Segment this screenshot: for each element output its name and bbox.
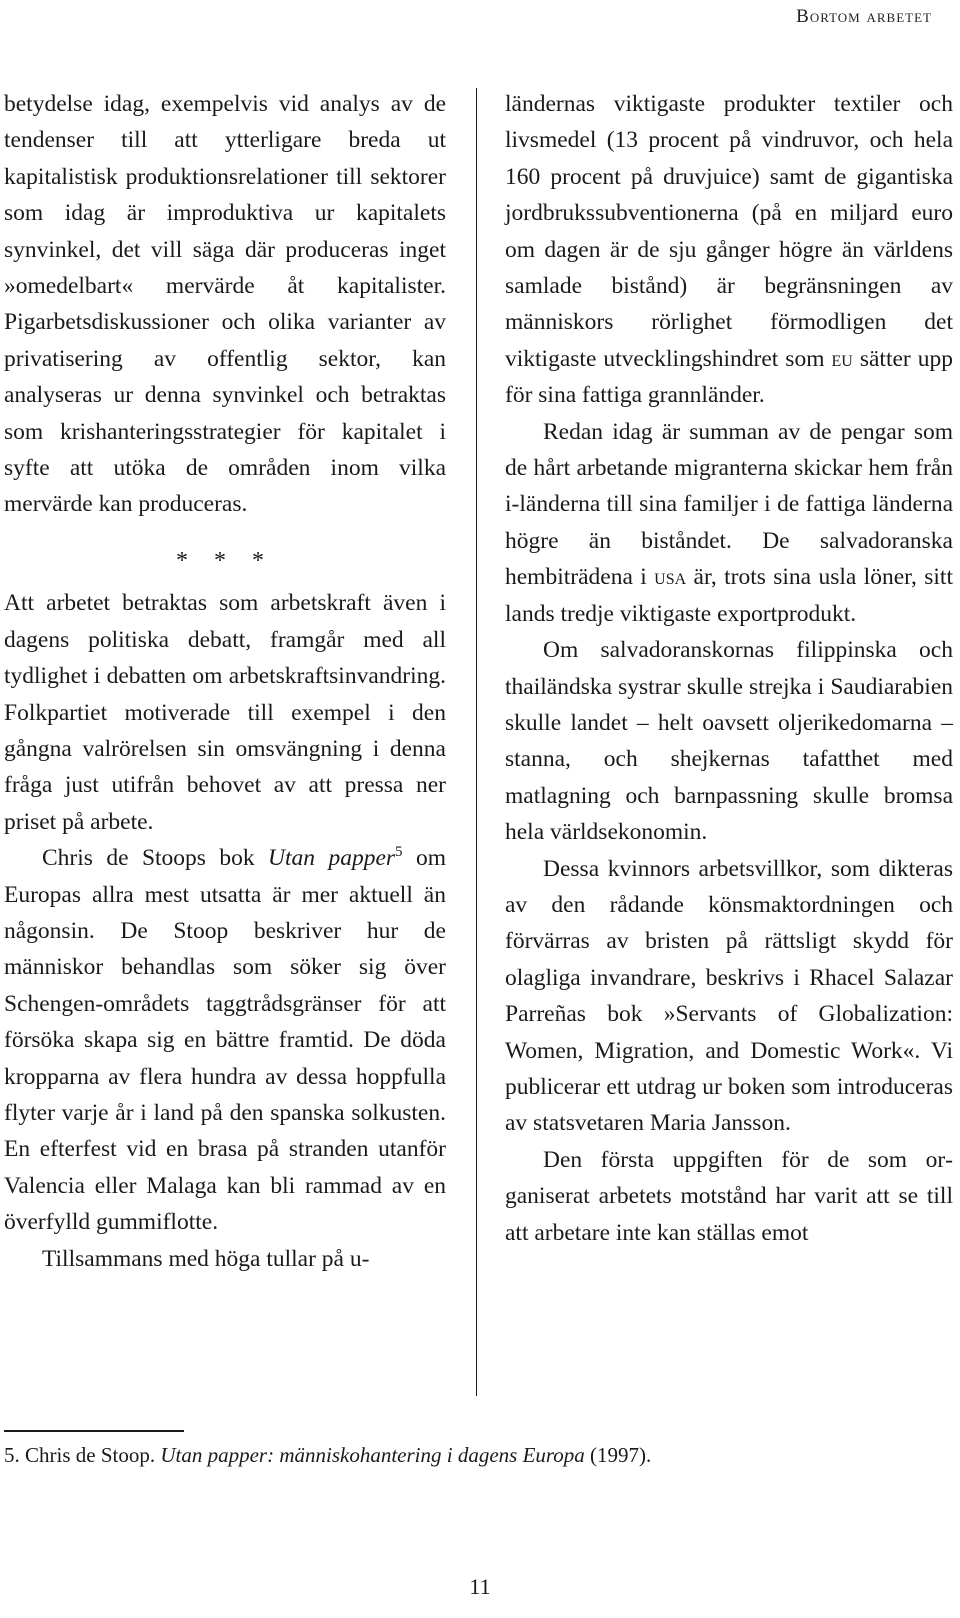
section-separator: * * *: [176, 547, 274, 574]
abbr-eu: eu: [831, 345, 853, 372]
left-paragraph-1: betydelse idag, exempelvis vid analys av de tendenser till att ytterligare breda ut kapitalistisk produktionsrelationer till sektorer som idag är improduktiva ur kapitalets synvinkel, det vill säga där produceras inget »omedelbart« mervärde åt kapitalister. Pigarbetsdiskussioner och olika varianter av privatisering av offentlig sektor, kan analyseras ur denna synvinkel och betraktas som krishanteringsstrategier för kapitalet i syfte att utöka de områden inom vilka mervärde kan produceras.: [4, 91, 446, 518]
right-column: [505, 86, 953, 1251]
left-paragraph-2: Att arbetet betraktas som arbetskraft även i dagens politiska debatt, framgår med all tydlighet i debatten om arbetskraftsinvandring. Folkpartiet motiverade till exempel i den gångna valrörelsen sin omsvängning i denna fråga just utifrån behovet av att pressa ner priset på arbete.: [4, 590, 446, 835]
book-title-utan-papper: Utan papper: [268, 845, 396, 872]
right-paragraph-2-rest: är, trots sina usla löner, sitt lands tredje viktigaste exportprodukt.: [505, 564, 953, 627]
page-number: 11: [469, 1574, 491, 1599]
left-column: [4, 86, 446, 1277]
right-paragraph-2-lead: Redan idag är summan av de pengar som de hårt arbetande migranterna skickar hem från i-länderna till sina familjer i de fattiga länderna högre än biståndet. De salvadoranska hembiträdena i: [505, 418, 953, 591]
right-paragraph-5: Den första uppgiften för de som organiserat arbetets motstånd har varit att se till att arbetare inte kan ställas emot: [505, 1146, 953, 1246]
left-paragraph-3: [4, 840, 446, 1240]
running-header: Bortom arbetet: [796, 6, 932, 27]
left-paragraph-3-lead: Chris de Stoops bok: [42, 845, 269, 872]
footnote: [4, 1440, 651, 1470]
left-paragraph-4: Tillsammans med höga tullar på u-: [42, 1245, 370, 1272]
right-paragraph-2: [505, 414, 953, 632]
footnote-year: (1997).: [584, 1443, 652, 1467]
footnote-book-title: Utan papper: människohantering i dagens Europa: [160, 1443, 585, 1467]
right-paragraph-1-rest: sätter upp för sina fattiga grannländer.: [505, 345, 953, 409]
right-paragraph-3: Om salvadoranskornas filippinska och thailändska systrar skulle strejka i Saudiarabien skulle landet – helt oavsett oljerikedomarna – stanna, och shejkernas tafatthet med matlagning och barnpassning skulle bromsa hela världsekonomin.: [505, 637, 953, 846]
footnote-reference[interactable]: 5: [395, 844, 403, 861]
footnote-lead: 5. Chris de Stoop.: [4, 1443, 161, 1467]
right-paragraph-1: [505, 86, 953, 414]
footnote-rule: [4, 1430, 184, 1432]
right-paragraph-4: Dessa kvinnors arbetsvillkor, som dikteras av den rådande könsmaktordningen och förvärras av bristen på rättsligt skydd för olagliga invandrare, beskrivs i Rhacel Salazar Parreñas bok »Servants of Globalization: Women, Migration, and Domestic Work«. Vi publicerar ett utdrag ur boken som introduceras av statsvetaren Maria Jansson.: [505, 855, 953, 1137]
column-divider: [476, 88, 477, 1396]
left-paragraph-3-rest: om Europas allra mest utsatta är mer aktuell än någonsin. De Stoop beskriver hur de människor behandlas som söker sig över Schengen-områdets taggtrådsgränser för att försöka skapa sig en bättre framtid. De döda kropparna av flera hundra av dessa hoppfulla flyter varje år i land på den spanska solkusten. En efterfest vid en brasa på stranden utanför Valencia eller Malaga kan bli rammad av en överfylld gummiflotte.: [4, 845, 446, 1236]
right-paragraph-1-lead: ländernas viktigaste produkter textiler och livsmedel (13 procent på vindruvor, och hela 160 procent på druvjuice) samt de gigantiska jordbrukssubventionerna (på en miljard euro om dagen är de sju gånger högre än världens samlade bistånd) är begränsningen av människors rörlighet förmodligen det viktigaste utvecklingshindret som: [505, 91, 953, 372]
abbr-usa: usa: [654, 564, 687, 591]
